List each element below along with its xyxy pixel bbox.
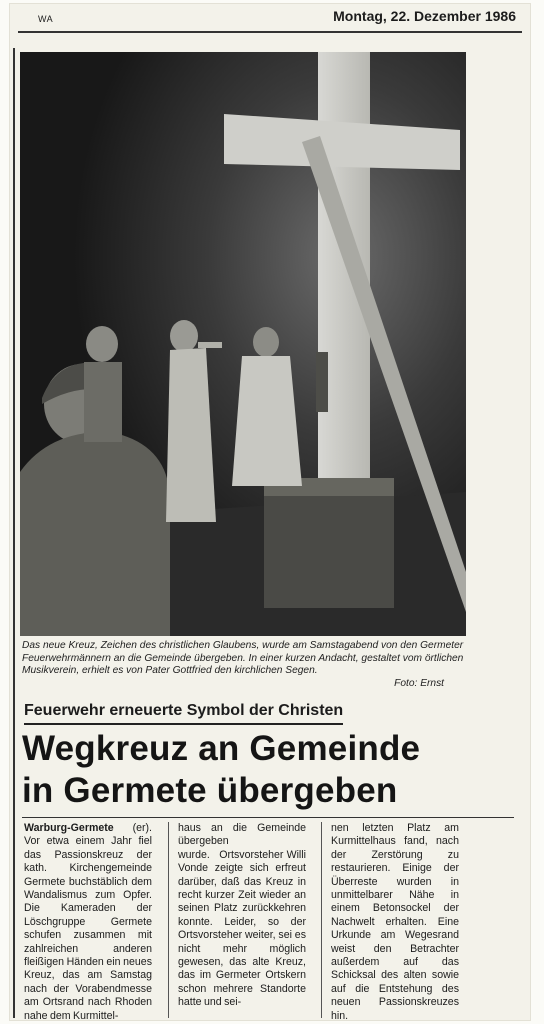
headline-line-1: Wegkreuz an Gemeinde	[22, 729, 421, 768]
photo-caption	[22, 640, 470, 690]
article-column-2: haus an die Gemeinde übergeben wurde. Ortsvorsteher Willi Vonde zeigte sich erfreut darüber, daß das Kreuz in recht kurzer Zeit wieder an seinen Platz zurückkehren konnte. Leider, so der Ortsvorsteher weiter, sei es nicht mehr möglich gewesen, das alte Kreuz, das im Germeter Ortskern schon mehrere Standorte hatte und sei-	[178, 822, 306, 1009]
issue-date: Montag, 22. Dezember 1986	[333, 8, 516, 24]
edition-label: WA	[38, 14, 54, 24]
news-photo	[20, 52, 466, 636]
article-column-1	[24, 822, 152, 1023]
caption-text: Das neue Kreuz, Zeichen des christlichen Glaubens, wurde am Samstagabend von den Germeter Feuerwehrmännern an die Gemeinde übergeben. In einer kurzen Andacht, gestaltet vom örtlichen Musikverein, erhielt es von Pater Gottfried den kirchlichen Segen.	[22, 640, 464, 677]
article-kicker: Feuerwehr erneuerte Symbol der Christen	[24, 702, 343, 725]
column-rule-left	[13, 48, 15, 1018]
column-1-text: Vor etwa einem Jahr fiel das Passionskreuz der kath. Kirchengemeinde Germete buchstäblich dem Wandalismus zum Opfer. Die Kameraden der Löschgruppe Germete schufen zusammen mit zahlreichen anderen fleißigen Händen ein neues Kreuz, das am Samstag nach der Vorabendmesse am Ortsrand nach Rhoden nahe dem Kurmittel-	[24, 835, 152, 1022]
column-divider-1	[168, 822, 169, 1018]
article-source: (er).	[113, 822, 152, 834]
header-rule	[18, 31, 522, 33]
article-column-3: nen letzten Platz am Kurmittelhaus fand, nach der Zerstörung zu restaurieren. Einige der Überreste wurden in unmittelbarer Nähe in einem Betonsockel der Nachwelt erhalten. Eine Urkunde am Wegesrand weist den Betrachter außerdem auf das Schicksal des alten sowie auf die Entstehung des neuen Passionskreuzes hin.	[331, 822, 459, 1022]
headline-rule	[22, 817, 514, 818]
photo-cross-ceremony	[20, 52, 466, 636]
article-dateline: Warburg-Germete	[24, 822, 114, 834]
headline-line-2: in Germete übergeben	[22, 771, 398, 810]
article-headline	[22, 728, 482, 812]
photo-credit: Foto: Ernst	[394, 677, 444, 689]
column-divider-2	[321, 822, 322, 1018]
